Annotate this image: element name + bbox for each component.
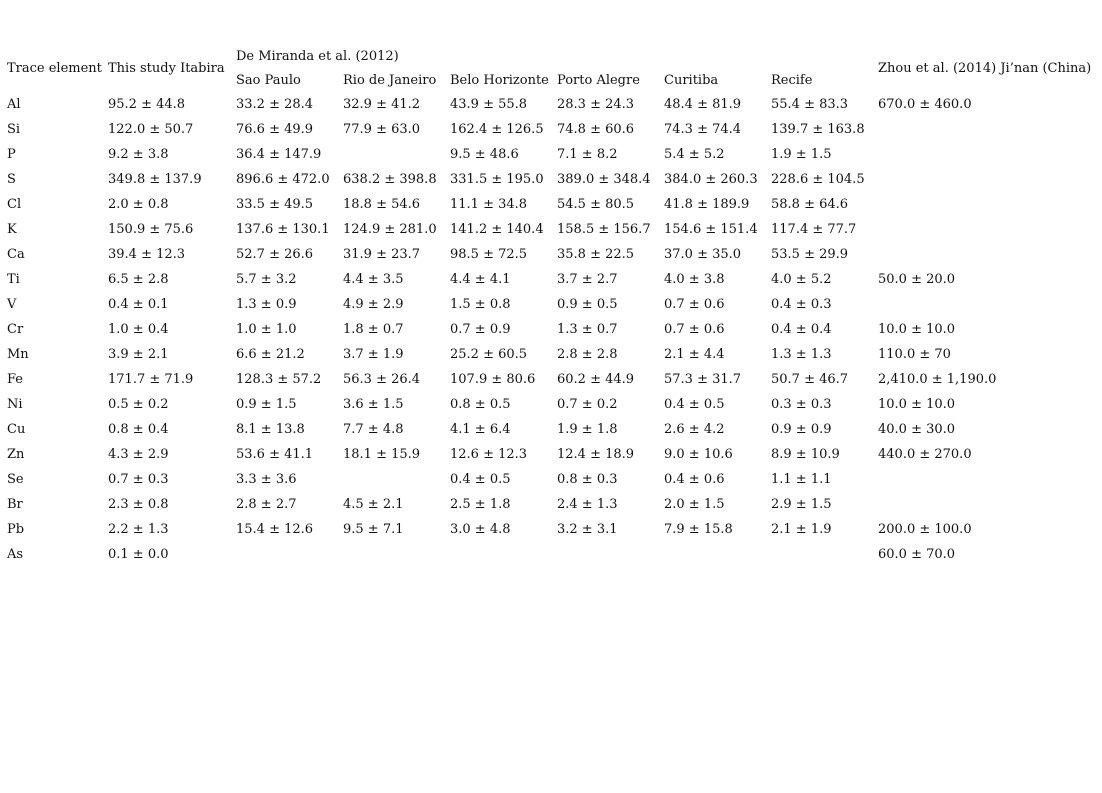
city-value-cell: 2.5 ± 1.8 <box>450 497 511 512</box>
city-value-cell: 4.5 ± 2.1 <box>343 497 404 512</box>
table-row <box>7 242 1098 267</box>
city-value-cell: 1.3 ± 0.9 <box>236 297 297 312</box>
city-value-cell: 7.9 ± 15.8 <box>664 522 733 537</box>
city-value-cell: 5.4 ± 5.2 <box>664 147 725 162</box>
table-header <box>7 44 1098 92</box>
element-cell: V <box>7 297 17 312</box>
itabira-value-cell: 0.4 ± 0.1 <box>108 297 169 312</box>
city-value-cell: 7.1 ± 8.2 <box>557 147 618 162</box>
element-cell: Ti <box>7 272 20 287</box>
city-value-cell: 55.4 ± 83.3 <box>771 97 849 112</box>
city-value-cell: 0.9 ± 1.5 <box>236 397 297 412</box>
table-row <box>7 342 1098 367</box>
city-value-cell: 15.4 ± 12.6 <box>236 522 314 537</box>
city-value-cell: 0.4 ± 0.5 <box>664 397 725 412</box>
city-value-cell: 76.6 ± 49.9 <box>236 122 314 137</box>
city-value-cell: 60.2 ± 44.9 <box>557 372 635 387</box>
itabira-value-cell: 39.4 ± 12.3 <box>108 247 186 262</box>
city-value-cell <box>664 542 771 567</box>
table-row <box>7 92 1098 117</box>
city-value-cell: 1.1 ± 1.1 <box>771 472 832 487</box>
city-value-cell: 8.9 ± 10.9 <box>771 447 840 462</box>
itabira-value-cell: 6.5 ± 2.8 <box>108 272 169 287</box>
zhou-value-cell <box>878 192 1098 217</box>
table-row <box>7 467 1098 492</box>
element-cell: Ni <box>7 397 23 412</box>
city-value-cell: 43.9 ± 55.8 <box>450 97 528 112</box>
city-value-cell: 141.2 ± 140.4 <box>450 222 544 237</box>
table-row <box>7 367 1098 392</box>
element-cell: As <box>7 547 24 562</box>
city-value-cell: 162.4 ± 126.5 <box>450 122 544 137</box>
city-value-cell: 117.4 ± 77.7 <box>771 222 857 237</box>
city-value-cell: 158.5 ± 156.7 <box>557 222 651 237</box>
header-city: Sao Paulo <box>236 72 301 88</box>
zhou-value-cell <box>878 167 1098 192</box>
city-value-cell: 54.5 ± 80.5 <box>557 197 635 212</box>
header-de-miranda-group: De Miranda et al. (2012) <box>236 48 399 64</box>
city-value-cell: 124.9 ± 281.0 <box>343 222 437 237</box>
city-value-cell: 33.2 ± 28.4 <box>236 97 314 112</box>
city-value-cell: 32.9 ± 41.2 <box>343 97 421 112</box>
city-value-cell: 12.4 ± 18.9 <box>557 447 635 462</box>
city-value-cell: 331.5 ± 195.0 <box>450 172 544 187</box>
table-row <box>7 492 1098 517</box>
element-cell: Pb <box>7 522 25 537</box>
city-value-cell: 1.9 ± 1.8 <box>557 422 618 437</box>
city-value-cell: 228.6 ± 104.5 <box>771 172 865 187</box>
city-value-cell: 4.4 ± 4.1 <box>450 272 511 287</box>
element-cell: Si <box>7 122 21 137</box>
itabira-value-cell: 2.3 ± 0.8 <box>108 497 169 512</box>
trace-element-table <box>7 44 1098 567</box>
city-value-cell: 1.3 ± 0.7 <box>557 322 618 337</box>
table-row <box>7 517 1098 542</box>
city-value-cell: 52.7 ± 26.6 <box>236 247 314 262</box>
city-value-cell: 53.6 ± 41.1 <box>236 447 314 462</box>
itabira-value-cell: 3.9 ± 2.1 <box>108 347 169 362</box>
table-row <box>7 142 1098 167</box>
city-value-cell: 48.4 ± 81.9 <box>664 97 742 112</box>
city-value-cell: 2.9 ± 1.5 <box>771 497 832 512</box>
city-value-cell: 77.9 ± 63.0 <box>343 122 421 137</box>
header-city: Rio de Janeiro <box>343 72 437 88</box>
trace-element-table-container <box>7 44 1098 567</box>
element-cell: Fe <box>7 372 24 387</box>
itabira-value-cell: 150.9 ± 75.6 <box>108 222 194 237</box>
city-value-cell: 25.2 ± 60.5 <box>450 347 528 362</box>
header-zhou: Zhou et al. (2014) Ji’nan (China) <box>878 60 1092 76</box>
itabira-value-cell: 2.0 ± 0.8 <box>108 197 169 212</box>
city-value-cell: 2.6 ± 4.2 <box>664 422 725 437</box>
city-value-cell: 4.0 ± 3.8 <box>664 272 725 287</box>
zhou-value-cell: 110.0 ± 70 <box>878 347 951 362</box>
city-value-cell: 0.4 ± 0.5 <box>450 472 511 487</box>
city-value-cell: 3.3 ± 3.6 <box>236 472 297 487</box>
zhou-value-cell <box>878 242 1098 267</box>
city-value-cell: 36.4 ± 147.9 <box>236 147 322 162</box>
table-row <box>7 542 1098 567</box>
city-value-cell: 2.4 ± 1.3 <box>557 497 618 512</box>
city-value-cell: 0.9 ± 0.9 <box>771 422 832 437</box>
city-value-cell: 1.9 ± 1.5 <box>771 147 832 162</box>
table-row <box>7 317 1098 342</box>
table-row <box>7 117 1098 142</box>
city-value-cell: 33.5 ± 49.5 <box>236 197 314 212</box>
city-value-cell: 41.8 ± 189.9 <box>664 197 750 212</box>
header-row-1 <box>7 44 1098 68</box>
itabira-value-cell: 2.2 ± 1.3 <box>108 522 169 537</box>
city-value-cell: 107.9 ± 80.6 <box>450 372 536 387</box>
table-row <box>7 392 1098 417</box>
city-value-cell: 11.1 ± 34.8 <box>450 197 528 212</box>
city-value-cell: 0.7 ± 0.9 <box>450 322 511 337</box>
zhou-value-cell: 670.0 ± 460.0 <box>878 97 972 112</box>
table-row <box>7 417 1098 442</box>
city-value-cell: 74.8 ± 60.6 <box>557 122 635 137</box>
zhou-value-cell: 10.0 ± 10.0 <box>878 322 956 337</box>
city-value-cell: 7.7 ± 4.8 <box>343 422 404 437</box>
header-city: Belo Horizonte <box>450 72 549 88</box>
city-value-cell: 638.2 ± 398.8 <box>343 172 437 187</box>
city-value-cell: 3.6 ± 1.5 <box>343 397 404 412</box>
city-value-cell: 2.8 ± 2.7 <box>236 497 297 512</box>
element-cell: Zn <box>7 447 25 462</box>
zhou-value-cell: 40.0 ± 30.0 <box>878 422 956 437</box>
city-value-cell: 0.4 ± 0.6 <box>664 472 725 487</box>
city-value-cell: 1.3 ± 1.3 <box>771 347 832 362</box>
city-value-cell: 0.7 ± 0.2 <box>557 397 618 412</box>
city-value-cell: 5.7 ± 3.2 <box>236 272 297 287</box>
city-value-cell: 0.3 ± 0.3 <box>771 397 832 412</box>
city-value-cell: 137.6 ± 130.1 <box>236 222 330 237</box>
element-cell: K <box>7 222 17 237</box>
element-cell: Mn <box>7 347 29 362</box>
city-value-cell <box>236 542 343 567</box>
city-value-cell <box>343 467 450 492</box>
itabira-value-cell: 171.7 ± 71.9 <box>108 372 194 387</box>
city-value-cell <box>450 542 557 567</box>
city-value-cell: 384.0 ± 260.3 <box>664 172 758 187</box>
city-value-cell: 0.7 ± 0.6 <box>664 297 725 312</box>
zhou-value-cell <box>878 492 1098 517</box>
header-this-study: This study Itabira <box>108 60 225 76</box>
city-value-cell: 18.8 ± 54.6 <box>343 197 421 212</box>
city-value-cell <box>343 542 450 567</box>
city-value-cell: 128.3 ± 57.2 <box>236 372 322 387</box>
element-cell: Se <box>7 472 24 487</box>
city-value-cell: 3.7 ± 1.9 <box>343 347 404 362</box>
element-cell: P <box>7 147 16 162</box>
city-value-cell: 35.8 ± 22.5 <box>557 247 635 262</box>
table-row <box>7 267 1098 292</box>
zhou-value-cell: 440.0 ± 270.0 <box>878 447 972 462</box>
city-value-cell: 37.0 ± 35.0 <box>664 247 742 262</box>
city-value-cell: 896.6 ± 472.0 <box>236 172 330 187</box>
table-row <box>7 192 1098 217</box>
itabira-value-cell: 0.5 ± 0.2 <box>108 397 169 412</box>
city-value-cell <box>343 142 450 167</box>
header-city: Curitiba <box>664 72 719 88</box>
city-value-cell: 2.1 ± 1.9 <box>771 522 832 537</box>
city-value-cell: 154.6 ± 151.4 <box>664 222 758 237</box>
city-value-cell: 53.5 ± 29.9 <box>771 247 849 262</box>
zhou-value-cell <box>878 117 1098 142</box>
element-cell: S <box>7 172 16 187</box>
city-value-cell: 28.3 ± 24.3 <box>557 97 635 112</box>
city-value-cell: 74.3 ± 74.4 <box>664 122 742 137</box>
zhou-value-cell <box>878 142 1098 167</box>
element-cell: Cu <box>7 422 26 437</box>
table-row <box>7 167 1098 192</box>
city-value-cell: 0.8 ± 0.5 <box>450 397 511 412</box>
city-value-cell: 98.5 ± 72.5 <box>450 247 528 262</box>
city-value-cell: 0.9 ± 0.5 <box>557 297 618 312</box>
city-value-cell: 0.7 ± 0.6 <box>664 322 725 337</box>
element-cell: Ca <box>7 247 25 262</box>
table-row <box>7 217 1098 242</box>
city-value-cell: 139.7 ± 163.8 <box>771 122 865 137</box>
city-value-cell: 3.7 ± 2.7 <box>557 272 618 287</box>
city-value-cell: 58.8 ± 64.6 <box>771 197 849 212</box>
itabira-value-cell: 0.1 ± 0.0 <box>108 547 169 562</box>
city-value-cell: 4.4 ± 3.5 <box>343 272 404 287</box>
city-value-cell: 0.4 ± 0.3 <box>771 297 832 312</box>
zhou-value-cell <box>878 217 1098 242</box>
city-value-cell: 389.0 ± 348.4 <box>557 172 651 187</box>
element-cell: Al <box>7 97 21 112</box>
zhou-value-cell <box>878 467 1098 492</box>
city-value-cell: 50.7 ± 46.7 <box>771 372 849 387</box>
element-cell: Cl <box>7 197 22 212</box>
header-city: Recife <box>771 72 813 88</box>
city-value-cell: 8.1 ± 13.8 <box>236 422 305 437</box>
city-value-cell: 12.6 ± 12.3 <box>450 447 528 462</box>
itabira-value-cell: 0.7 ± 0.3 <box>108 472 169 487</box>
city-value-cell: 4.9 ± 2.9 <box>343 297 404 312</box>
city-value-cell: 1.0 ± 1.0 <box>236 322 297 337</box>
city-value-cell: 9.5 ± 7.1 <box>343 522 404 537</box>
city-value-cell: 18.1 ± 15.9 <box>343 447 421 462</box>
city-value-cell: 2.1 ± 4.4 <box>664 347 725 362</box>
table-row <box>7 442 1098 467</box>
zhou-value-cell: 50.0 ± 20.0 <box>878 272 956 287</box>
itabira-value-cell: 95.2 ± 44.8 <box>108 97 186 112</box>
city-value-cell: 9.5 ± 48.6 <box>450 147 519 162</box>
zhou-value-cell: 60.0 ± 70.0 <box>878 547 956 562</box>
city-value-cell: 1.8 ± 0.7 <box>343 322 404 337</box>
element-cell: Br <box>7 497 23 512</box>
city-value-cell <box>771 542 878 567</box>
city-value-cell: 0.4 ± 0.4 <box>771 322 832 337</box>
city-value-cell: 3.2 ± 3.1 <box>557 522 618 537</box>
element-cell: Cr <box>7 322 24 337</box>
city-value-cell: 4.0 ± 5.2 <box>771 272 832 287</box>
city-value-cell: 2.0 ± 1.5 <box>664 497 725 512</box>
itabira-value-cell: 349.8 ± 137.9 <box>108 172 202 187</box>
header-trace-element: Trace element <box>7 60 102 76</box>
zhou-value-cell <box>878 292 1098 317</box>
city-value-cell: 4.1 ± 6.4 <box>450 422 511 437</box>
zhou-value-cell: 10.0 ± 10.0 <box>878 397 956 412</box>
city-value-cell: 0.8 ± 0.3 <box>557 472 618 487</box>
header-city: Porto Alegre <box>557 72 640 88</box>
itabira-value-cell: 9.2 ± 3.8 <box>108 147 169 162</box>
city-value-cell <box>557 542 664 567</box>
table-row <box>7 292 1098 317</box>
city-value-cell: 2.8 ± 2.8 <box>557 347 618 362</box>
city-value-cell: 56.3 ± 26.4 <box>343 372 421 387</box>
itabira-value-cell: 4.3 ± 2.9 <box>108 447 169 462</box>
table-body <box>7 92 1098 567</box>
city-value-cell: 1.5 ± 0.8 <box>450 297 511 312</box>
itabira-value-cell: 1.0 ± 0.4 <box>108 322 169 337</box>
zhou-value-cell: 2,410.0 ± 1,190.0 <box>878 372 997 387</box>
city-value-cell: 57.3 ± 31.7 <box>664 372 742 387</box>
itabira-value-cell: 122.0 ± 50.7 <box>108 122 194 137</box>
city-value-cell: 31.9 ± 23.7 <box>343 247 421 262</box>
city-value-cell: 9.0 ± 10.6 <box>664 447 733 462</box>
itabira-value-cell: 0.8 ± 0.4 <box>108 422 169 437</box>
city-value-cell: 6.6 ± 21.2 <box>236 347 305 362</box>
zhou-value-cell: 200.0 ± 100.0 <box>878 522 972 537</box>
city-value-cell: 3.0 ± 4.8 <box>450 522 511 537</box>
